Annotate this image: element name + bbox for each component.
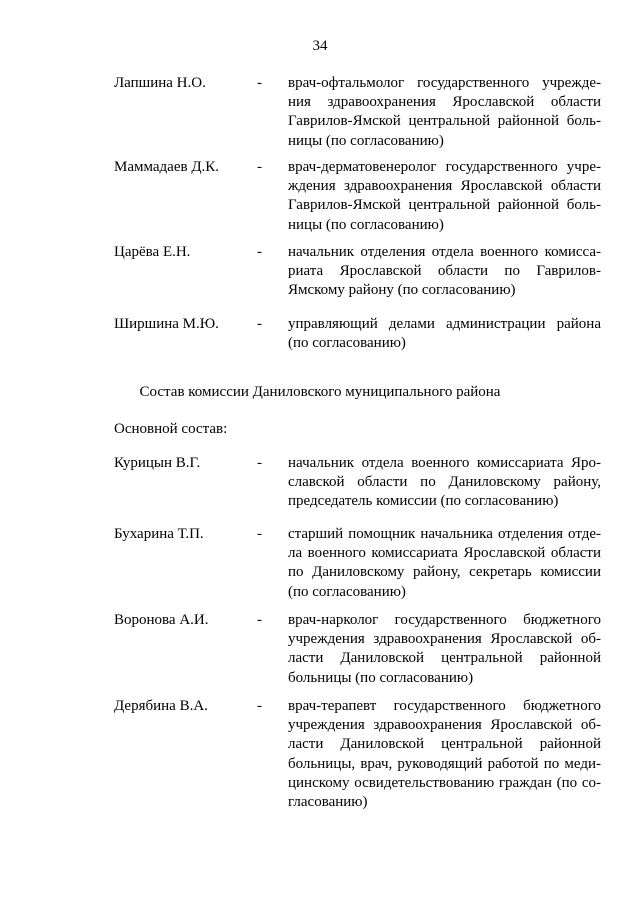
role-line: Гаврилов-Ямской центральной районной боль-	[288, 197, 601, 214]
member-dash: -	[257, 244, 262, 260]
member-dash: -	[257, 316, 262, 332]
role-line: по Даниловскому району, секретарь комиссии	[288, 564, 601, 581]
role-line: больницы, врач, руководящий работой по меди-	[288, 755, 601, 772]
role-line: врач-дерматовенеролог государственного учре-	[288, 159, 601, 175]
role-line: Ямскому району (по согласованию)	[288, 282, 516, 299]
role-line: (по согласованию)	[288, 583, 406, 600]
role-line: ждения здравоохранения Ярославской области	[288, 178, 601, 195]
role-line: управляющий делами администрации района	[288, 316, 601, 332]
member-role	[288, 454, 601, 512]
role-line: гласованию)	[288, 793, 368, 810]
role-line: врач-нарколог государственного бюджетного	[288, 612, 601, 628]
member-dash: -	[257, 612, 262, 628]
member-dash: -	[257, 75, 262, 91]
role-line: начальник отдела военного комиссариата Яро-	[288, 455, 601, 471]
member-dash: -	[257, 455, 262, 471]
role-line: славской области по Даниловскому району,	[288, 474, 601, 491]
member-name: Воронова А.И.	[114, 612, 209, 628]
member-role	[288, 74, 601, 151]
role-line: ницы (по согласованию)	[288, 132, 444, 149]
member-name: Царёва Е.Н.	[114, 244, 191, 260]
role-line: (по согласованию)	[288, 335, 406, 352]
subheading: Основной состав:	[114, 421, 228, 437]
role-line: начальник отделения отдела военного комисса-	[288, 244, 601, 260]
role-line: Гаврилов-Ямской центральной районной боль-	[288, 113, 601, 130]
role-line: ла военного комиссариата Ярославской области	[288, 545, 601, 562]
role-line: учреждения здравоохранения Ярославской об-	[288, 717, 601, 734]
member-dash: -	[257, 159, 262, 175]
member-name: Дерябина В.А.	[114, 698, 208, 714]
page-number: 34	[312, 38, 328, 54]
member-name: Ширшина М.Ю.	[114, 316, 219, 332]
role-line: ницы (по согласованию)	[288, 216, 444, 233]
role-line: ния здравоохранения Ярославской области	[288, 94, 601, 111]
member-role	[288, 158, 601, 235]
member-dash: -	[257, 526, 262, 542]
member-name: Маммадаев Д.К.	[114, 159, 220, 175]
member-role	[288, 611, 601, 688]
role-line: цинскому освидетельствованию граждан (по со-	[288, 774, 601, 791]
role-line: больницы (по согласованию)	[288, 669, 474, 686]
member-name: Лапшина Н.О.	[114, 75, 206, 91]
role-line: врач-терапевт государственного бюджетного	[288, 698, 601, 714]
member-role	[288, 243, 601, 301]
member-dash: -	[257, 698, 262, 714]
role-line: старший помощник начальника отделения отде-	[288, 526, 601, 542]
member-role	[288, 315, 601, 353]
member-role	[288, 525, 601, 602]
member-name: Курицын В.Г.	[114, 455, 201, 471]
section-title: Состав комиссии Даниловского муниципального района	[139, 384, 501, 400]
role-line: ласти Даниловской центральной районной	[288, 736, 601, 753]
member-name: Бухарина Т.П.	[114, 526, 204, 542]
role-line: риата Ярославской области по Гаврилов-	[288, 263, 601, 280]
role-line: учреждения здравоохранения Ярославской об-	[288, 631, 601, 648]
role-line: ласти Даниловской центральной районной	[288, 650, 601, 667]
role-line: врач-офтальмолог государственного учрежде-	[288, 75, 601, 91]
role-line: председатель комиссии (по согласованию)	[288, 493, 559, 510]
member-role	[288, 697, 601, 812]
